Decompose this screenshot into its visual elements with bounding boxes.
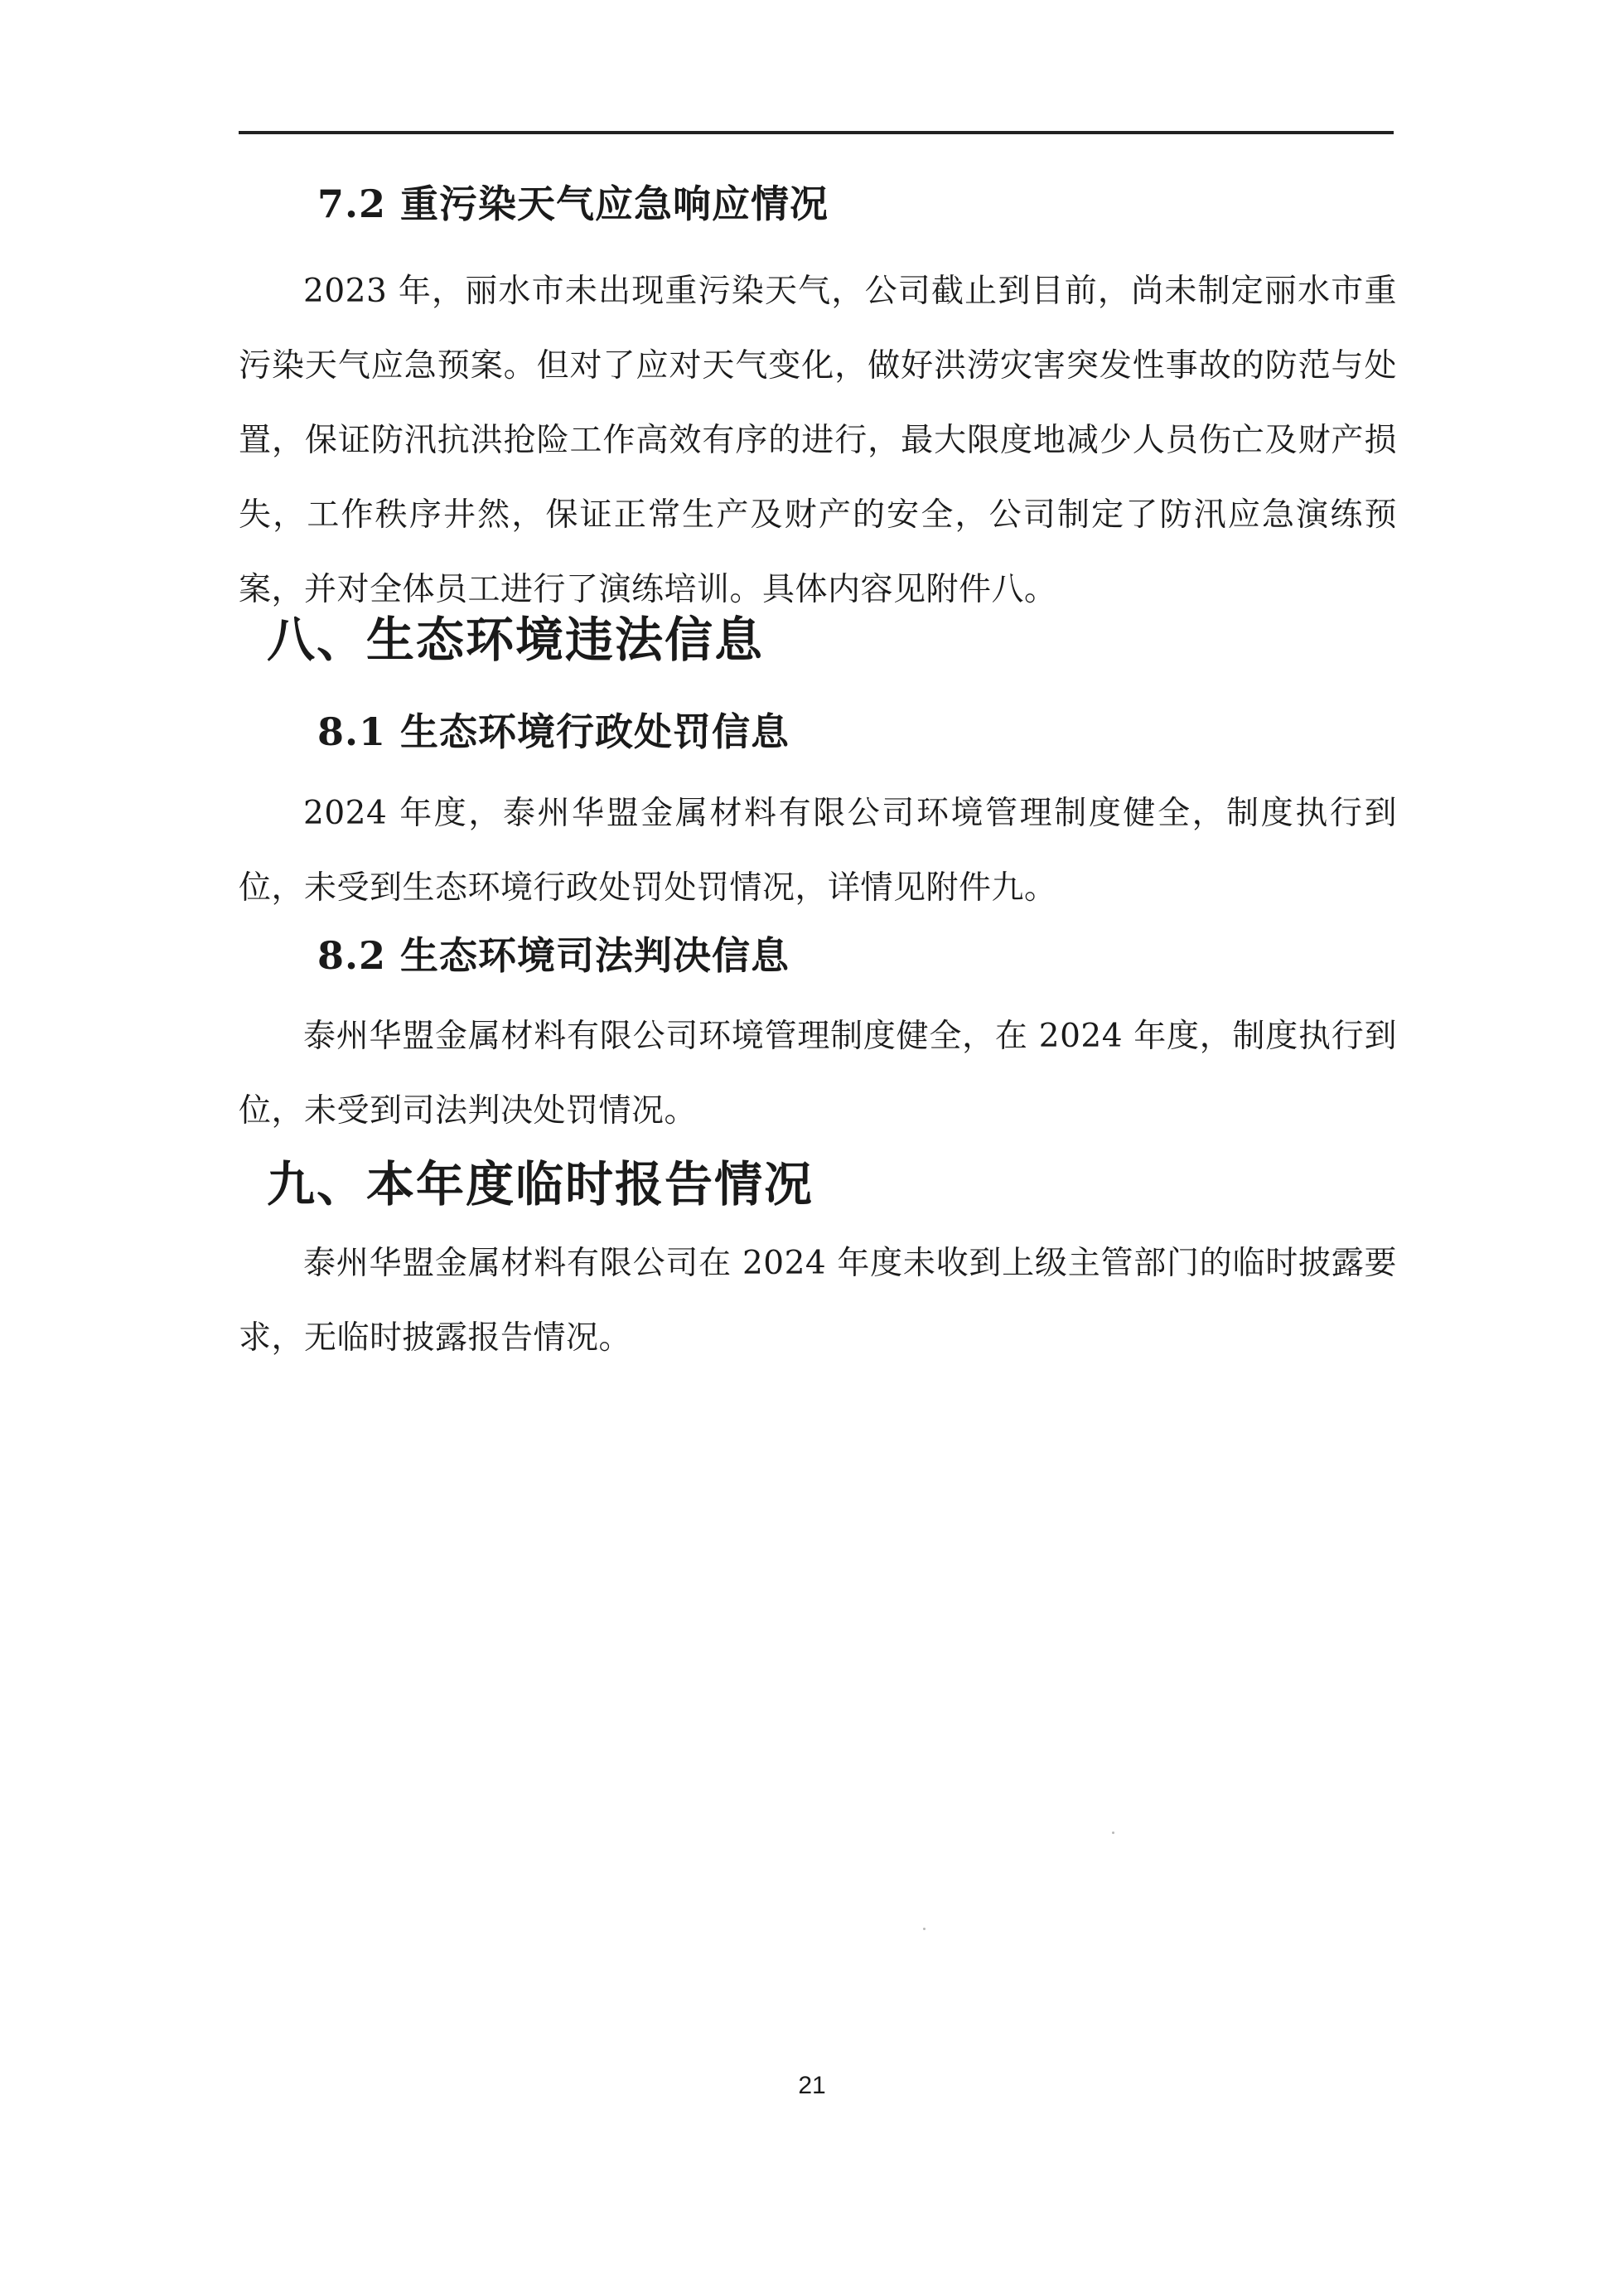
- chapter-body-9: 泰州华盟金属材料有限公司在 2024 年度未收到上级主管部门的临时披露要求，无临时披露报告情况。: [239, 1245, 1397, 1357]
- section-body-8-1: 2024 年度，泰州华盟金属材料有限公司环境管理制度健全，制度执行到位，未受到生态环境行政处罚处罚情况，详情见附件九。: [239, 795, 1397, 907]
- section-heading-8-1: 8.1 生态环境行政处罚信息: [317, 709, 790, 754]
- section-heading-8-2: 8.2 生态环境司法判决信息: [317, 933, 790, 978]
- page-number: 21: [798, 2072, 826, 2099]
- section-body-8-2: 泰州华盟金属材料有限公司环境管理制度健全，在 2024 年度，制度执行到位，未受到司法判决处罚情况。: [239, 1018, 1397, 1130]
- section-body-7-2: 2023 年，丽水市未出现重污染天气，公司截止到目前，尚未制定丽水市重污染天气应急预案。但对了应对天气变化，做好洪涝灾害突发性事故的防范与处置，保证防汛抗洪抢险工作高效有序的进行，最大限度地减少人员伤亡及财产损失，工作秩序井然，保证正常生产及财产的安全，公司制定了防汛应急演练预案，并对全体员工进行了演练培训。具体内容见附件八。: [239, 273, 1397, 608]
- scan-speck: [923, 1928, 926, 1930]
- chapter-heading-9: 九、本年度临时报告情况: [267, 1156, 814, 1212]
- section-heading-7-2: 7.2 重污染天气应急响应情况: [317, 181, 829, 226]
- chapter-heading-8: 八、生态环境违法信息: [267, 612, 765, 668]
- header-rule: [239, 131, 1394, 134]
- scan-speck: [1112, 1832, 1114, 1834]
